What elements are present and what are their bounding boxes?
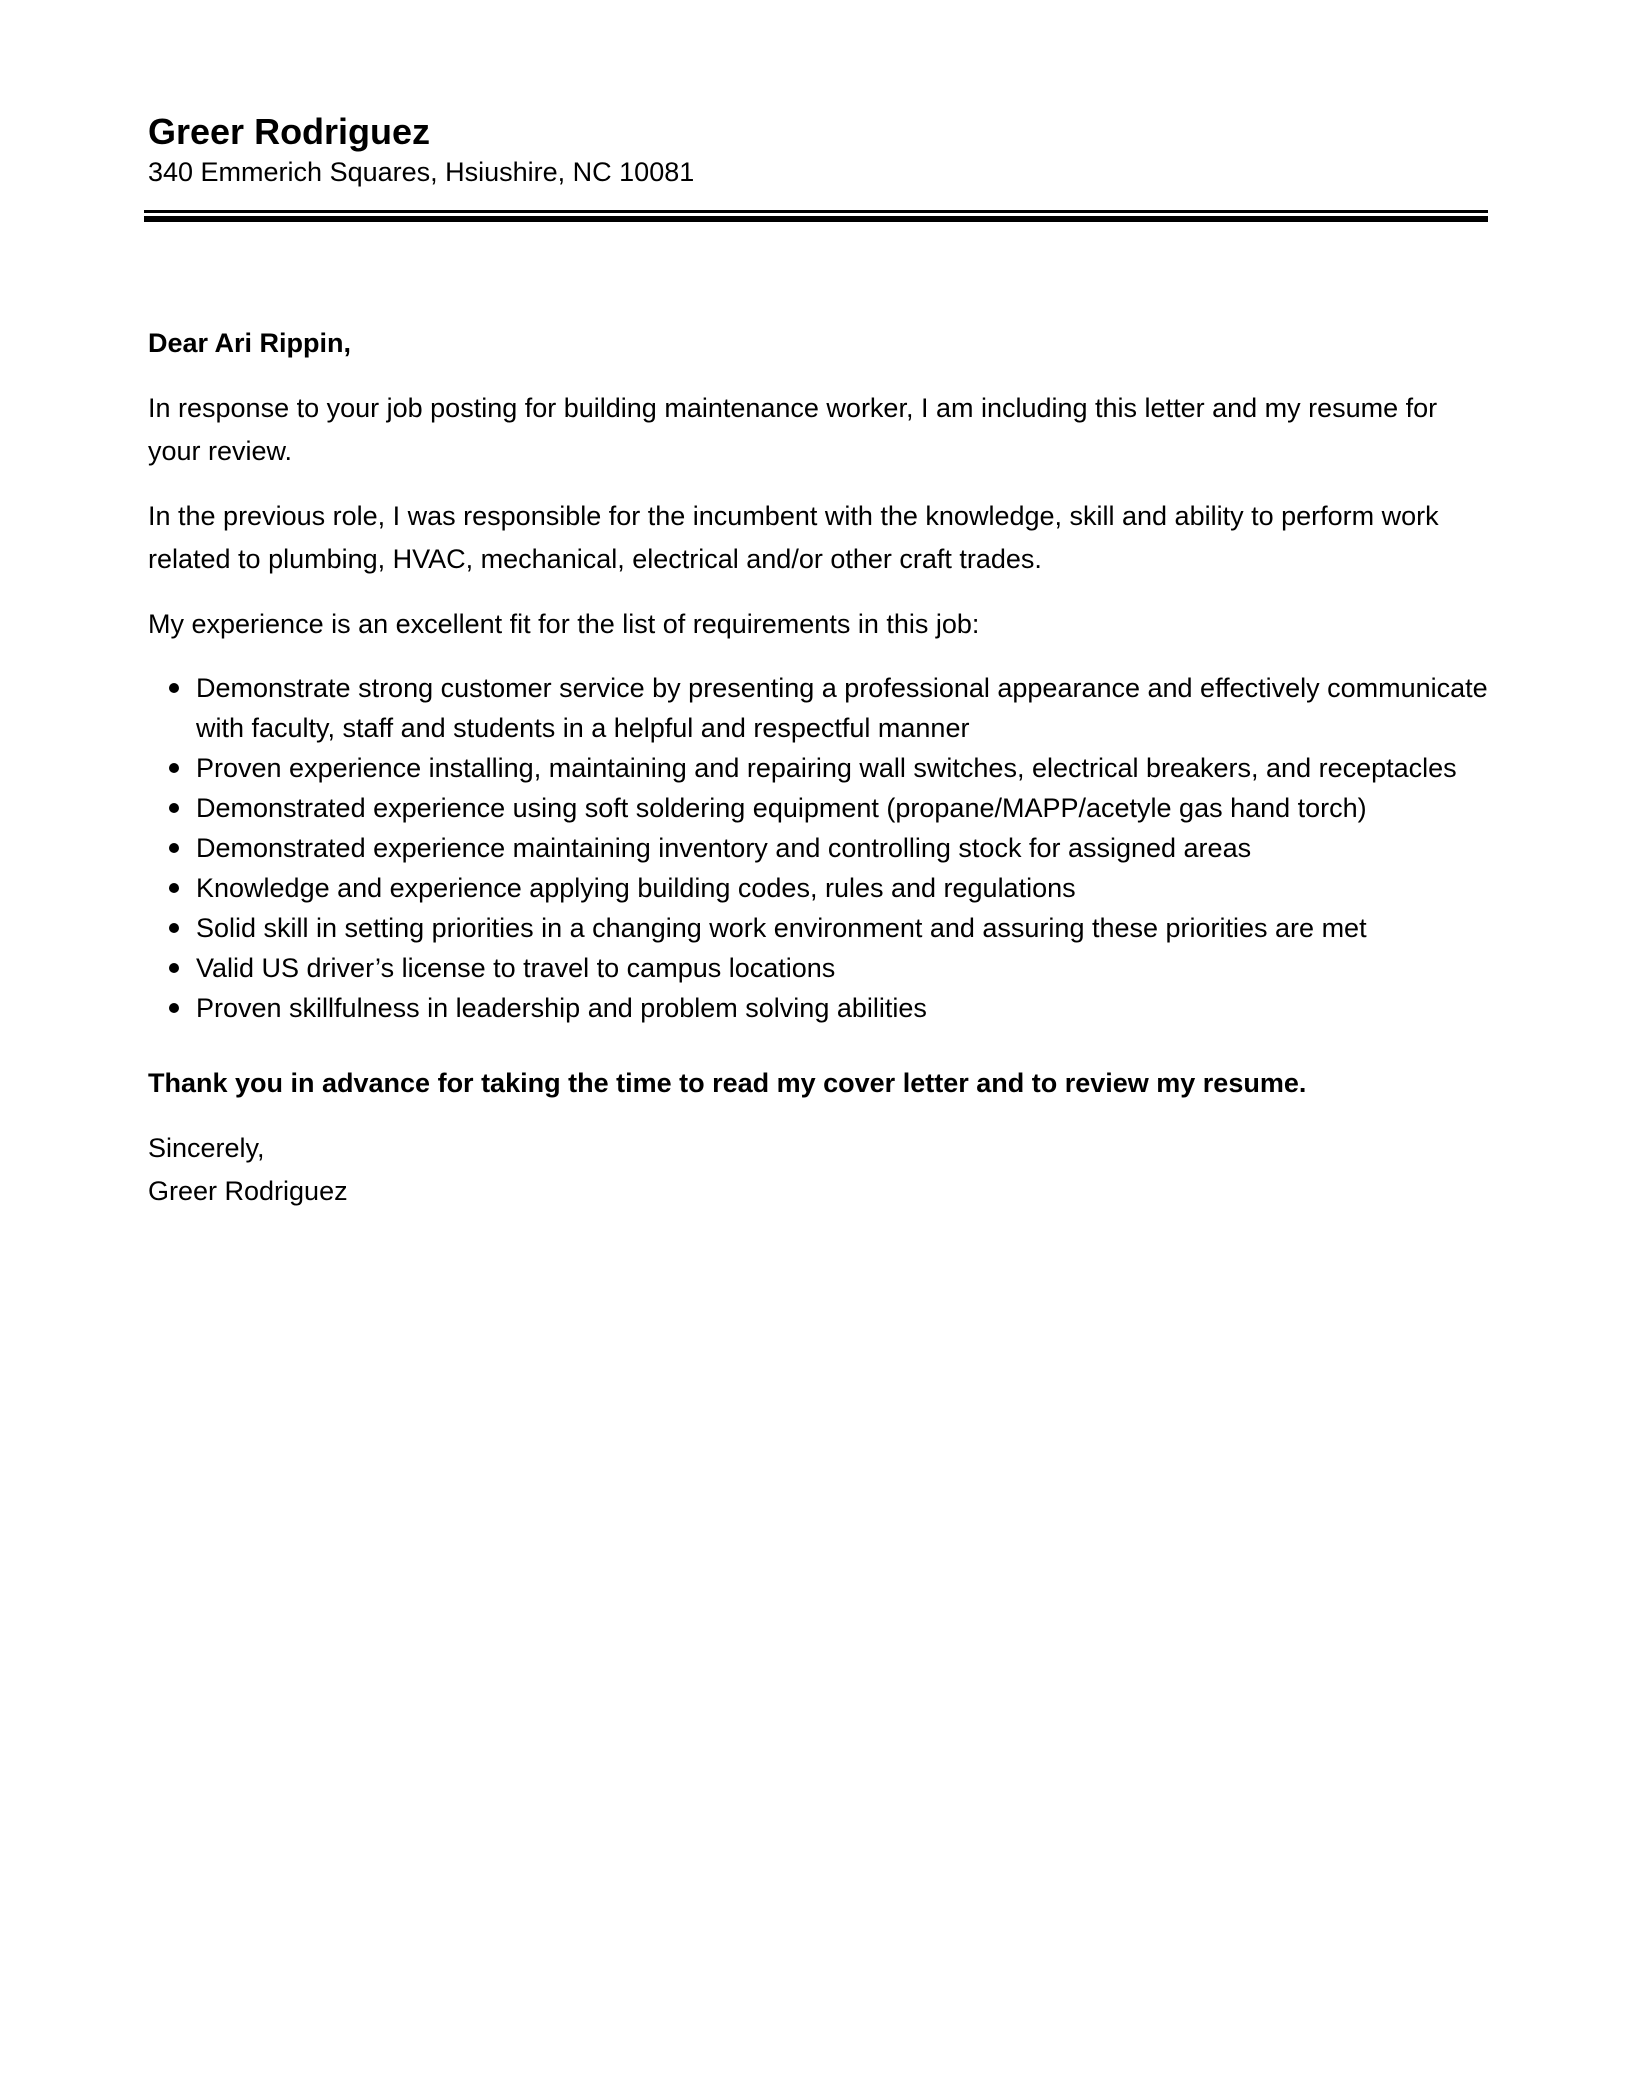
- bullet-icon: [169, 683, 179, 693]
- bullet-icon: [169, 763, 179, 773]
- bullet-icon: [169, 923, 179, 933]
- list-item: Demonstrated experience maintaining inventory and controlling stock for assigned areas: [148, 828, 1488, 868]
- signoff: Sincerely,: [148, 1133, 265, 1163]
- sender-address: 340 Emmerich Squares, Hsiushire, NC 10081: [148, 157, 695, 187]
- letter-header: [148, 110, 1488, 222]
- cover-letter-page: [148, 110, 1488, 1213]
- paragraph-fit: My experience is an excellent fit for the list of requirements in this job:: [148, 609, 980, 639]
- letter-body: [148, 322, 1488, 1213]
- paragraph-intro: In response to your job posting for building maintenance worker, I am including this letter and my resume for your review.: [148, 393, 1438, 466]
- sender-name: Greer Rodriguez: [148, 111, 431, 152]
- header-divider: [144, 210, 1488, 222]
- list-item: Valid US driver’s license to travel to campus locations: [148, 948, 1488, 988]
- bullet-icon: [169, 803, 179, 813]
- list-item: Knowledge and experience applying building codes, rules and regulations: [148, 868, 1488, 908]
- signature-name: Greer Rodriguez: [148, 1176, 348, 1206]
- bullet-icon: [169, 963, 179, 973]
- salutation: Dear Ari Rippin,: [148, 328, 352, 358]
- list-item: Demonstrated experience using soft soldering equipment (propane/MAPP/acetyle gas hand torch): [148, 788, 1488, 828]
- list-item: Demonstrate strong customer service by presenting a professional appearance and effectively communicate with faculty, staff and students in a helpful and respectful manner: [148, 668, 1488, 748]
- bullet-icon: [169, 1003, 179, 1013]
- closing-statement: Thank you in advance for taking the time to read my cover letter and to review my resume.: [148, 1068, 1307, 1098]
- list-item: Proven skillfulness in leadership and problem solving abilities: [148, 988, 1488, 1028]
- list-item: Solid skill in setting priorities in a changing work environment and assuring these priorities are met: [148, 908, 1488, 948]
- paragraph-previous-role: In the previous role, I was responsible for the incumbent with the knowledge, skill and ability to perform work related to plumbing, HVAC, mechanical, electrical and/or other craft trades.: [148, 501, 1439, 574]
- list-item: Proven experience installing, maintaining and repairing wall switches, electrical breakers, and receptacles: [148, 748, 1488, 788]
- bullet-icon: [169, 843, 179, 853]
- bullet-icon: [169, 883, 179, 893]
- requirements-list: [148, 668, 1488, 1028]
